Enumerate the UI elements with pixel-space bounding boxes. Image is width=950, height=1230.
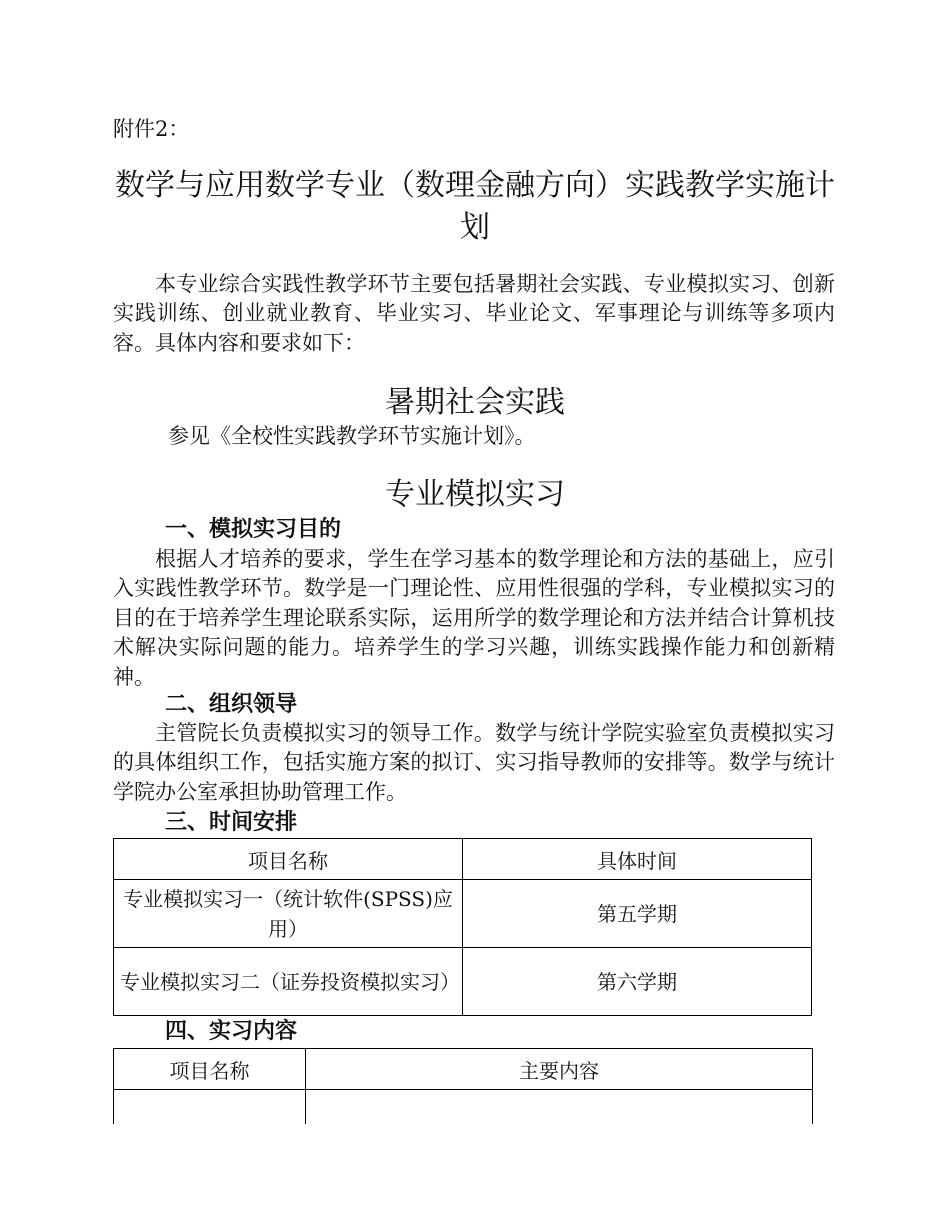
- organization-paragraph: 主管院长负责模拟实习的领导工作。数学与统计学院实验室负责模拟实习的具体组织工作，包括实施方案的拟订、实习指导教师的安排等。数学与统计学院办公室承担协助管理工作。: [113, 721, 835, 804]
- table-cell-project: 专业模拟实习一（统计软件(SPSS)应用）: [114, 880, 463, 948]
- document-title: 数学与应用数学专业（数理金融方向）实践教学实施计划: [115, 168, 835, 245]
- table-header-row: [114, 1049, 813, 1090]
- column-header: 项目名称: [114, 1049, 306, 1090]
- section-heading-summer-practice: 暑期社会实践: [385, 385, 565, 420]
- column-header: 具体时间: [463, 839, 812, 880]
- subheading-content: 四、实习内容: [165, 1019, 298, 1044]
- table-row: [114, 948, 812, 1016]
- table-cell-project: 专业模拟实习二（证券投资模拟实习）: [114, 948, 463, 1016]
- section-note: 参见《全校性实践教学环节实施计划》。: [168, 424, 536, 448]
- intro-paragraph: 本专业综合实践性教学环节主要包括暑期社会实践、专业模拟实习、创新实践训练、创业就业教育、毕业实习、毕业论文、军事理论与训练等多项内容。具体内容和要求如下：: [113, 272, 835, 355]
- attachment-label: 附件2：: [113, 117, 190, 141]
- column-header: 项目名称: [114, 839, 463, 880]
- table-cell-empty: [114, 1090, 306, 1125]
- table-row: [114, 1090, 813, 1125]
- table-cell-time: 第五学期: [463, 880, 812, 948]
- table-header-row: [114, 839, 812, 880]
- content-table: [113, 1048, 813, 1124]
- schedule-table: [113, 838, 812, 1016]
- table-cell-empty: [306, 1090, 813, 1125]
- table-cell-time: 第六学期: [463, 948, 812, 1016]
- section-heading-simulation-internship: 专业模拟实习: [385, 477, 565, 512]
- subheading-purpose: 一、模拟实习目的: [165, 517, 342, 542]
- column-header: 主要内容: [306, 1049, 813, 1090]
- table-row: [114, 880, 812, 948]
- subheading-schedule: 三、时间安排: [165, 810, 298, 835]
- purpose-paragraph: 根据人才培养的要求，学生在学习基本的数学理论和方法的基础上，应引入实践性教学环节。数学是一门理论性、应用性很强的学科，专业模拟实习的目的在于培养学生理论联系实际，运用所学的数学理论和方法并结合计算机技术解决实际问题的能力。培养学生的学习兴趣，训练实践操作能力和创新精神。: [113, 547, 835, 689]
- subheading-organization: 二、组织领导: [165, 692, 298, 717]
